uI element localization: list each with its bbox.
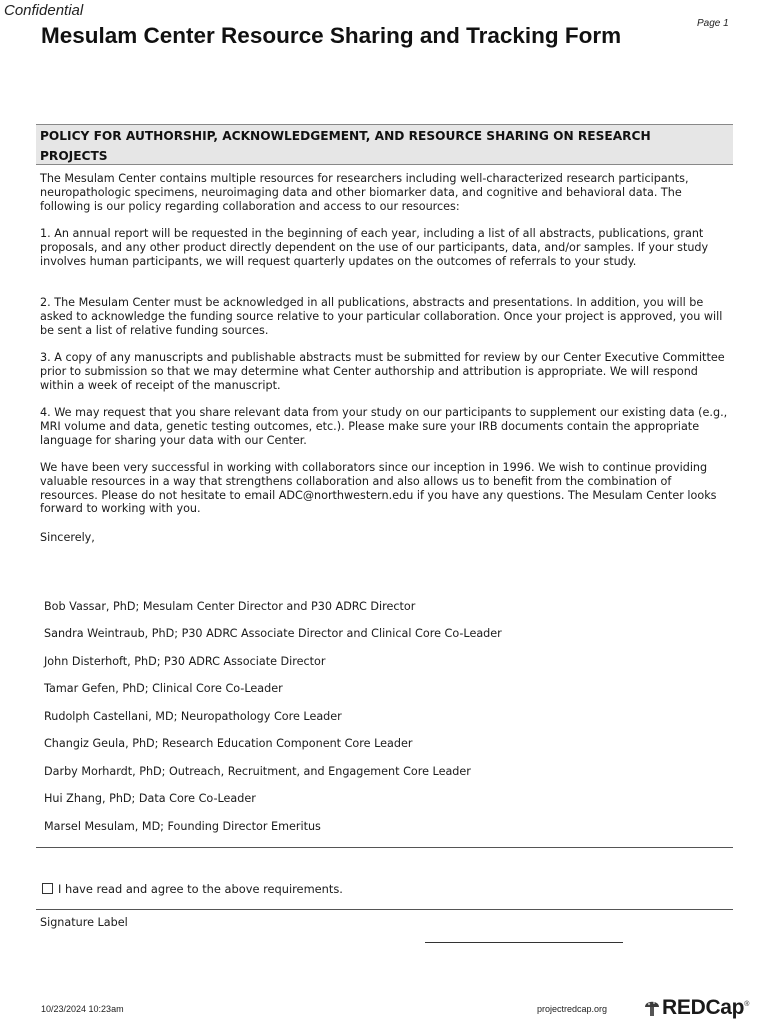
page-number: Page 1 bbox=[697, 18, 729, 29]
section-divider bbox=[36, 847, 733, 848]
redcap-wordmark-text: REDCap bbox=[662, 996, 745, 1019]
policy-item-1: 1. An annual report will be requested in the beginning of each year, including a list of all abstracts, publications, grant proposals, and any other product directly dependent on the use of our participants, data, and/or samples. If your study involves human participants, we will request quarterly updates on the outcomes of referrals to your study. bbox=[40, 227, 709, 268]
agree-checkbox[interactable] bbox=[42, 883, 53, 894]
policy-item-4: 4. We may request that you share relevant data from your study on our participants to supplement our existing data (e.g., MRI volume and data, genetic testing outcomes, etc.). Please make sure your IRB documents contain the appropriate language for sharing your data with our Center. bbox=[40, 406, 728, 447]
policy-heading: POLICY FOR AUTHORSHIP, ACKNOWLEDGEMENT, AND RESOURCE SHARING ON RESEARCH PROJECTS bbox=[40, 129, 651, 163]
staff-entry: Tamar Gefen, PhD; Clinical Core Co-Leader bbox=[44, 682, 283, 695]
form-title: Mesulam Center Resource Sharing and Tracking Form bbox=[41, 23, 622, 48]
registered-mark: ® bbox=[744, 1001, 750, 1008]
footer-timestamp: 10/23/2024 10:23am bbox=[41, 1004, 124, 1014]
policy-section-header bbox=[36, 124, 733, 165]
signoff: Sincerely, bbox=[40, 531, 95, 544]
staff-entry: Hui Zhang, PhD; Data Core Co-Leader bbox=[44, 792, 256, 805]
section-divider bbox=[36, 909, 733, 910]
signature-label: Signature Label bbox=[40, 916, 128, 929]
staff-entry: Changiz Geula, PhD; Research Education Component Core Leader bbox=[44, 737, 413, 750]
staff-entry: Rudolph Castellani, MD; Neuropathology Core Leader bbox=[44, 710, 342, 723]
redcap-mushroom-icon bbox=[644, 997, 660, 1019]
redcap-wordmark bbox=[662, 996, 749, 1020]
staff-entry: Bob Vassar, PhD; Mesulam Center Director and P30 ADRC Director bbox=[44, 600, 416, 613]
staff-entry: John Disterhoft, PhD; P30 ADRC Associate Director bbox=[44, 655, 326, 668]
staff-entry: Marsel Mesulam, MD; Founding Director Emeritus bbox=[44, 820, 321, 833]
signature-field[interactable] bbox=[425, 942, 623, 943]
policy-item-3: 3. A copy of any manuscripts and publishable abstracts must be submitted for review by our Center Executive Committee prior to submission so that we may determine what Center authorship and attribution is appropriate. We will respond within a week of receipt of the manuscript. bbox=[40, 351, 725, 392]
footer-url: projectredcap.org bbox=[537, 1004, 608, 1014]
policy-item-2: 2. The Mesulam Center must be acknowledged in all publications, abstracts and presentations. In addition, you will be asked to acknowledge the funding source relative to your particular collaboration. Once your project is approved, you will be sent a list of relative funding sources. bbox=[40, 296, 723, 337]
agree-label: I have read and agree to the above requirements. bbox=[58, 882, 343, 896]
confidential-label: Confidential bbox=[4, 2, 84, 19]
intro-paragraph: The Mesulam Center contains multiple resources for researchers including well-characterized research participants, neuropathologic specimens, neuroimaging data and other biomarker data, and cognitive and behavioral data. The following is our policy regarding collaboration and access to our resources: bbox=[40, 172, 689, 213]
staff-entry: Darby Morhardt, PhD; Outreach, Recruitment, and Engagement Core Leader bbox=[44, 765, 471, 778]
staff-entry: Sandra Weintraub, PhD; P30 ADRC Associate Director and Clinical Core Co-Leader bbox=[44, 627, 502, 640]
redcap-logo bbox=[644, 994, 749, 1022]
closing-paragraph: We have been very successful in working with collaborators since our inception in 1996. We wish to continue providing valuable resources in a way that strengthens collaboration and also allows us to benefit from the combination of resources. Please do not hesitate to email ADC@northwestern.edu if you have any questions. The Mesulam Center looks forward to working with you. bbox=[40, 461, 717, 516]
